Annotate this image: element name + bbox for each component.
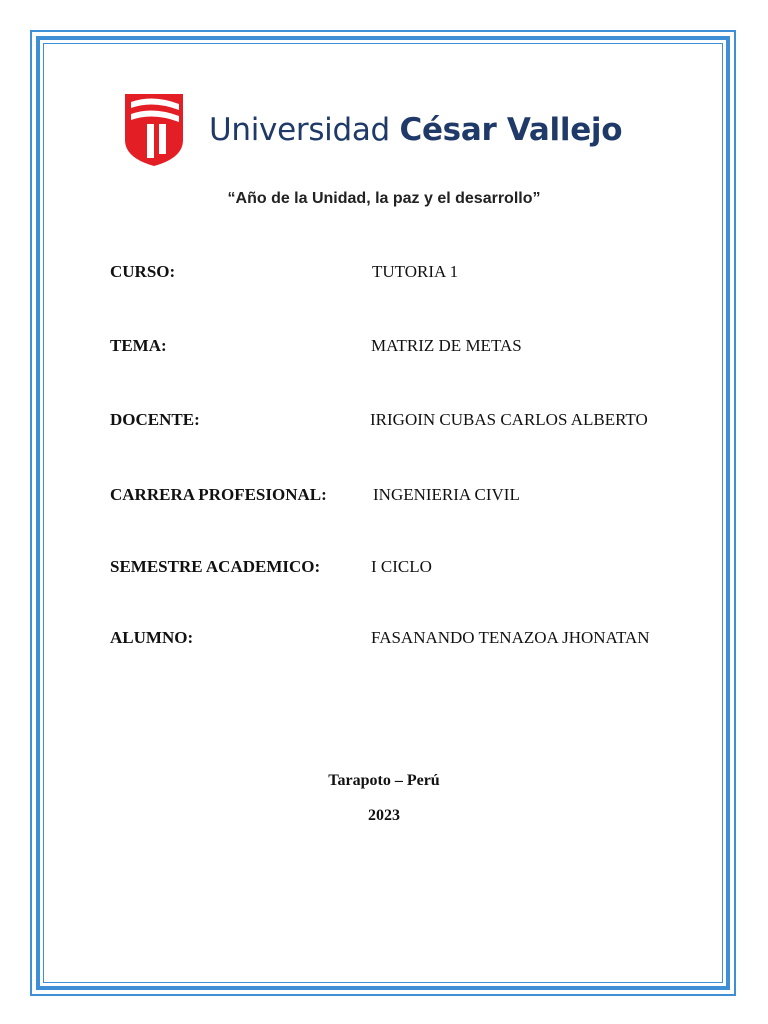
field-label: DOCENTE:: [110, 410, 200, 429]
field-alumno: [110, 628, 730, 652]
footer-location: Tarapoto – Perú: [328, 772, 440, 789]
university-name-regular: Universidad: [209, 112, 390, 148]
field-value: INGENIERIA CIVIL: [373, 485, 520, 504]
field-label: CURSO:: [110, 262, 176, 281]
field-value: MATRIZ DE METAS: [371, 336, 522, 355]
field-value: TUTORIA 1: [372, 262, 459, 281]
field-value: I CICLO: [371, 557, 432, 576]
university-name: [209, 112, 622, 148]
ucv-shield-icon: [123, 92, 185, 168]
field-value: IRIGOIN CUBAS CARLOS ALBERTO: [370, 410, 648, 429]
field-carrera-profesional: [110, 485, 730, 509]
field-label: TEMA:: [110, 336, 167, 355]
field-semestre-academico: [110, 557, 730, 581]
field-label: SEMESTRE ACADEMICO:: [110, 557, 321, 576]
field-label: ALUMNO:: [110, 628, 194, 647]
footer-year: 2023: [368, 807, 400, 824]
field-label: CARRERA PROFESIONAL:: [110, 485, 327, 504]
field-tema: [110, 336, 730, 360]
university-name-bold: César Vallejo: [399, 112, 623, 148]
field-curso: [110, 262, 730, 286]
page-border-innermost: [43, 43, 723, 983]
field-value: FASANANDO TENAZOA JHONATAN: [371, 628, 650, 647]
field-docente: [110, 410, 730, 434]
year-motto: “Año de la Unidad, la paz y el desarrollo”: [227, 190, 541, 207]
university-logo: [123, 92, 622, 168]
